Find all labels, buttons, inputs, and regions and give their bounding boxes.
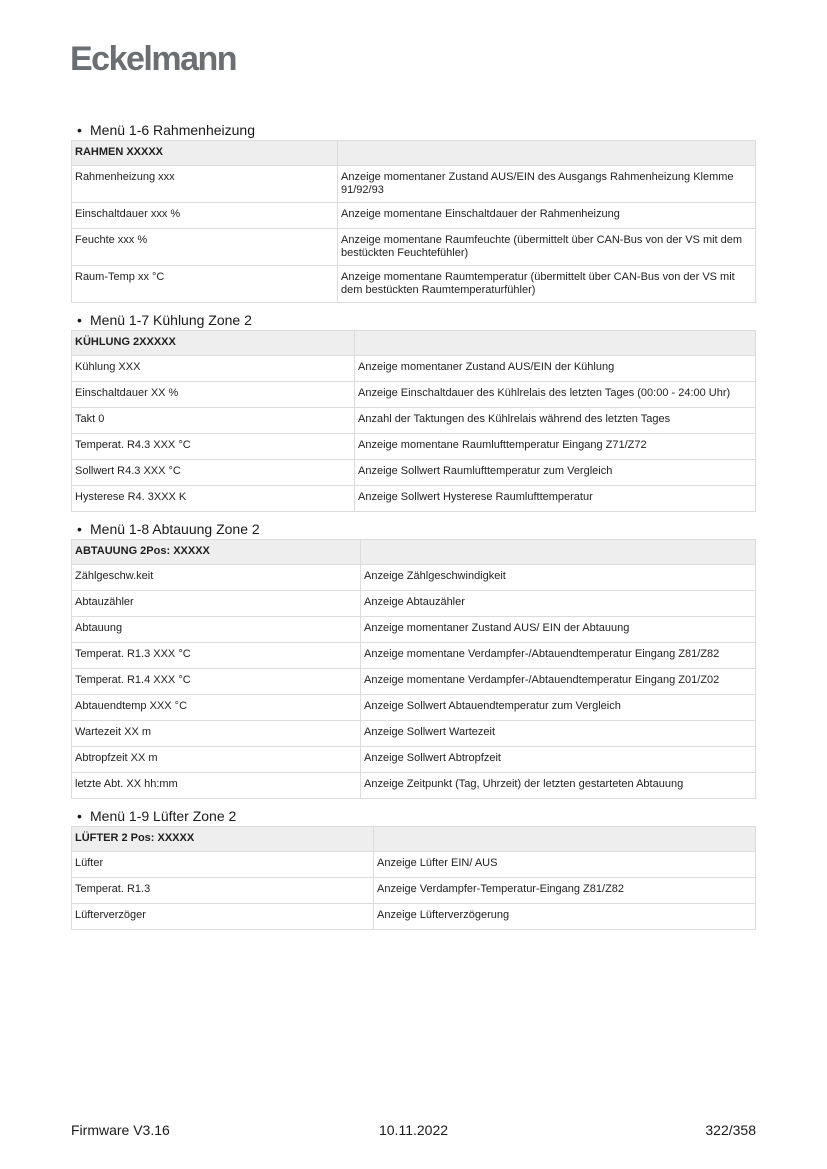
table-row xyxy=(72,356,756,382)
row-description: Anzeige Lüfterverzögerung xyxy=(374,904,756,930)
row-label: Temperat. R1.3 xyxy=(72,878,374,904)
row-description: Anzeige Zeitpunkt (Tag, Uhrzeit) der letzten gestarteten Abtauung xyxy=(361,773,756,799)
row-description: Anzeige Verdampfer-Temperatur-Eingang Z81/Z82 xyxy=(374,878,756,904)
table-row xyxy=(72,617,756,643)
footer-date: 10.11.2022 xyxy=(378,1122,449,1138)
row-description: Anzeige momentaner Zustand AUS/ EIN der Abtauung xyxy=(361,617,756,643)
table-header-empty-cell xyxy=(355,331,756,356)
row-label: Abtauendtemp XXX °C xyxy=(72,695,361,721)
table-header-cell: RAHMEN XXXXX xyxy=(72,141,338,166)
document-content xyxy=(71,119,756,938)
bullet-icon: • xyxy=(77,808,82,824)
table-row xyxy=(72,695,756,721)
row-description: Anzeige Sollwert Abtauendtemperatur zum Vergleich xyxy=(361,695,756,721)
row-label: Abtauung xyxy=(72,617,361,643)
row-description: Anzeige Lüfter EIN/ AUS xyxy=(374,852,756,878)
row-description: Anzeige Sollwert Wartezeit xyxy=(361,721,756,747)
row-description: Anzeige Abtauzähler xyxy=(361,591,756,617)
table-row xyxy=(72,486,756,512)
row-label: Wartezeit XX m xyxy=(72,721,361,747)
table-row xyxy=(72,721,756,747)
row-description: Anzeige momentane Einschaltdauer der Rahmenheizung xyxy=(338,203,756,229)
table-row xyxy=(72,747,756,773)
row-label: Takt 0 xyxy=(72,408,355,434)
table-row xyxy=(72,229,756,266)
table-header-row xyxy=(72,331,756,356)
bullet-icon: • xyxy=(77,521,82,537)
section-heading-text: Menü 1-6 Rahmenheizung xyxy=(90,122,255,138)
row-label: Hysterese R4. 3XXX K xyxy=(72,486,355,512)
row-description: Anzeige Einschaltdauer des Kühlrelais des letzten Tages (00:00 - 24:00 Uhr) xyxy=(355,382,756,408)
row-label: Kühlung XXX xyxy=(72,356,355,382)
section-heading-text: Menü 1-9 Lüfter Zone 2 xyxy=(90,808,237,824)
table-row xyxy=(72,408,756,434)
table-header-cell: LÜFTER 2 Pos: XXXXX xyxy=(72,827,374,852)
row-label: Abtropfzeit XX m xyxy=(72,747,361,773)
section-heading-menu-1-9 xyxy=(77,807,756,825)
row-label: Zählgeschw.keit xyxy=(72,565,361,591)
table-header-cell: ABTAUUNG 2Pos: XXXXX xyxy=(72,540,361,565)
row-label: Feuchte xxx % xyxy=(72,229,338,266)
section-heading-menu-1-8 xyxy=(77,520,756,538)
section-heading-menu-1-6 xyxy=(77,121,756,139)
table-header-cell: KÜHLUNG 2XXXXX xyxy=(72,331,355,356)
table-header-row xyxy=(72,540,756,565)
row-description: Anzeige Zählgeschwindigkeit xyxy=(361,565,756,591)
row-description: Anzeige momentaner Zustand AUS/EIN der Kühlung xyxy=(355,356,756,382)
section-heading-menu-1-7 xyxy=(77,311,756,329)
row-label: Temperat. R4.3 XXX °C xyxy=(72,434,355,460)
row-label: Rahmenheizung xxx xyxy=(72,166,338,203)
row-label: Raum-Temp xx °C xyxy=(72,266,338,303)
table-row xyxy=(72,565,756,591)
table-row xyxy=(72,166,756,203)
table-header-empty-cell xyxy=(338,141,756,166)
table-menu-1-9 xyxy=(71,826,756,930)
section-heading-text: Menü 1-8 Abtauung Zone 2 xyxy=(90,521,260,537)
row-label: Temperat. R1.4 XXX °C xyxy=(72,669,361,695)
row-description: Anzeige Sollwert Hysterese Raumlufttemperatur xyxy=(355,486,756,512)
table-row xyxy=(72,382,756,408)
table-menu-1-8 xyxy=(71,539,756,799)
table-row xyxy=(72,591,756,617)
row-label: Temperat. R1.3 XXX °C xyxy=(72,643,361,669)
row-label: Sollwert R4.3 XXX °C xyxy=(72,460,355,486)
footer-firmware-version: Firmware V3.16 xyxy=(71,1122,170,1138)
table-header-empty-cell xyxy=(374,827,756,852)
eckelmann-logo: Eckelmann xyxy=(70,40,237,78)
table-row xyxy=(72,878,756,904)
row-description: Anzeige Sollwert Abtropfzeit xyxy=(361,747,756,773)
table-row xyxy=(72,266,756,303)
table-row xyxy=(72,669,756,695)
table-row xyxy=(72,773,756,799)
table-row xyxy=(72,904,756,930)
bullet-icon: • xyxy=(77,312,82,328)
row-description: Anzeige Sollwert Raumlufttemperatur zum Vergleich xyxy=(355,460,756,486)
footer-page-number: 322/358 xyxy=(705,1122,756,1138)
row-label: Einschaltdauer XX % xyxy=(72,382,355,408)
table-header-empty-cell xyxy=(361,540,756,565)
table-row xyxy=(72,203,756,229)
row-description: Anzeige momentane Verdampfer-/Abtauendtemperatur Eingang Z01/Z02 xyxy=(361,669,756,695)
row-description: Anzeige momentane Raumfeuchte (übermittelt über CAN-Bus von der VS mit dem bestückten Feuchtefühler) xyxy=(338,229,756,266)
table-row xyxy=(72,460,756,486)
row-label: letzte Abt. XX hh:mm xyxy=(72,773,361,799)
table-row xyxy=(72,852,756,878)
row-description: Anzeige momentane Raumlufttemperatur Eingang Z71/Z72 xyxy=(355,434,756,460)
row-label: Lüfterverzöger xyxy=(72,904,374,930)
row-label: Einschaltdauer xxx % xyxy=(72,203,338,229)
row-description: Anzeige momentane Raumtemperatur (übermittelt über CAN-Bus von der VS mit dem bestückten Raumtemperaturfühler) xyxy=(338,266,756,303)
table-menu-1-7 xyxy=(71,330,756,512)
table-row xyxy=(72,434,756,460)
section-heading-text: Menü 1-7 Kühlung Zone 2 xyxy=(90,312,252,328)
table-header-row xyxy=(72,827,756,852)
bullet-icon: • xyxy=(77,122,82,138)
table-header-row xyxy=(72,141,756,166)
row-label: Lüfter xyxy=(72,852,374,878)
table-row xyxy=(72,643,756,669)
row-description: Anzeige momentane Verdampfer-/Abtauendtemperatur Eingang Z81/Z82 xyxy=(361,643,756,669)
row-description: Anzahl der Taktungen des Kühlrelais während des letzten Tages xyxy=(355,408,756,434)
table-menu-1-6 xyxy=(71,140,756,303)
row-description: Anzeige momentaner Zustand AUS/EIN des Ausgangs Rahmenheizung Klemme 91/92/93 xyxy=(338,166,756,203)
row-label: Abtauzähler xyxy=(72,591,361,617)
